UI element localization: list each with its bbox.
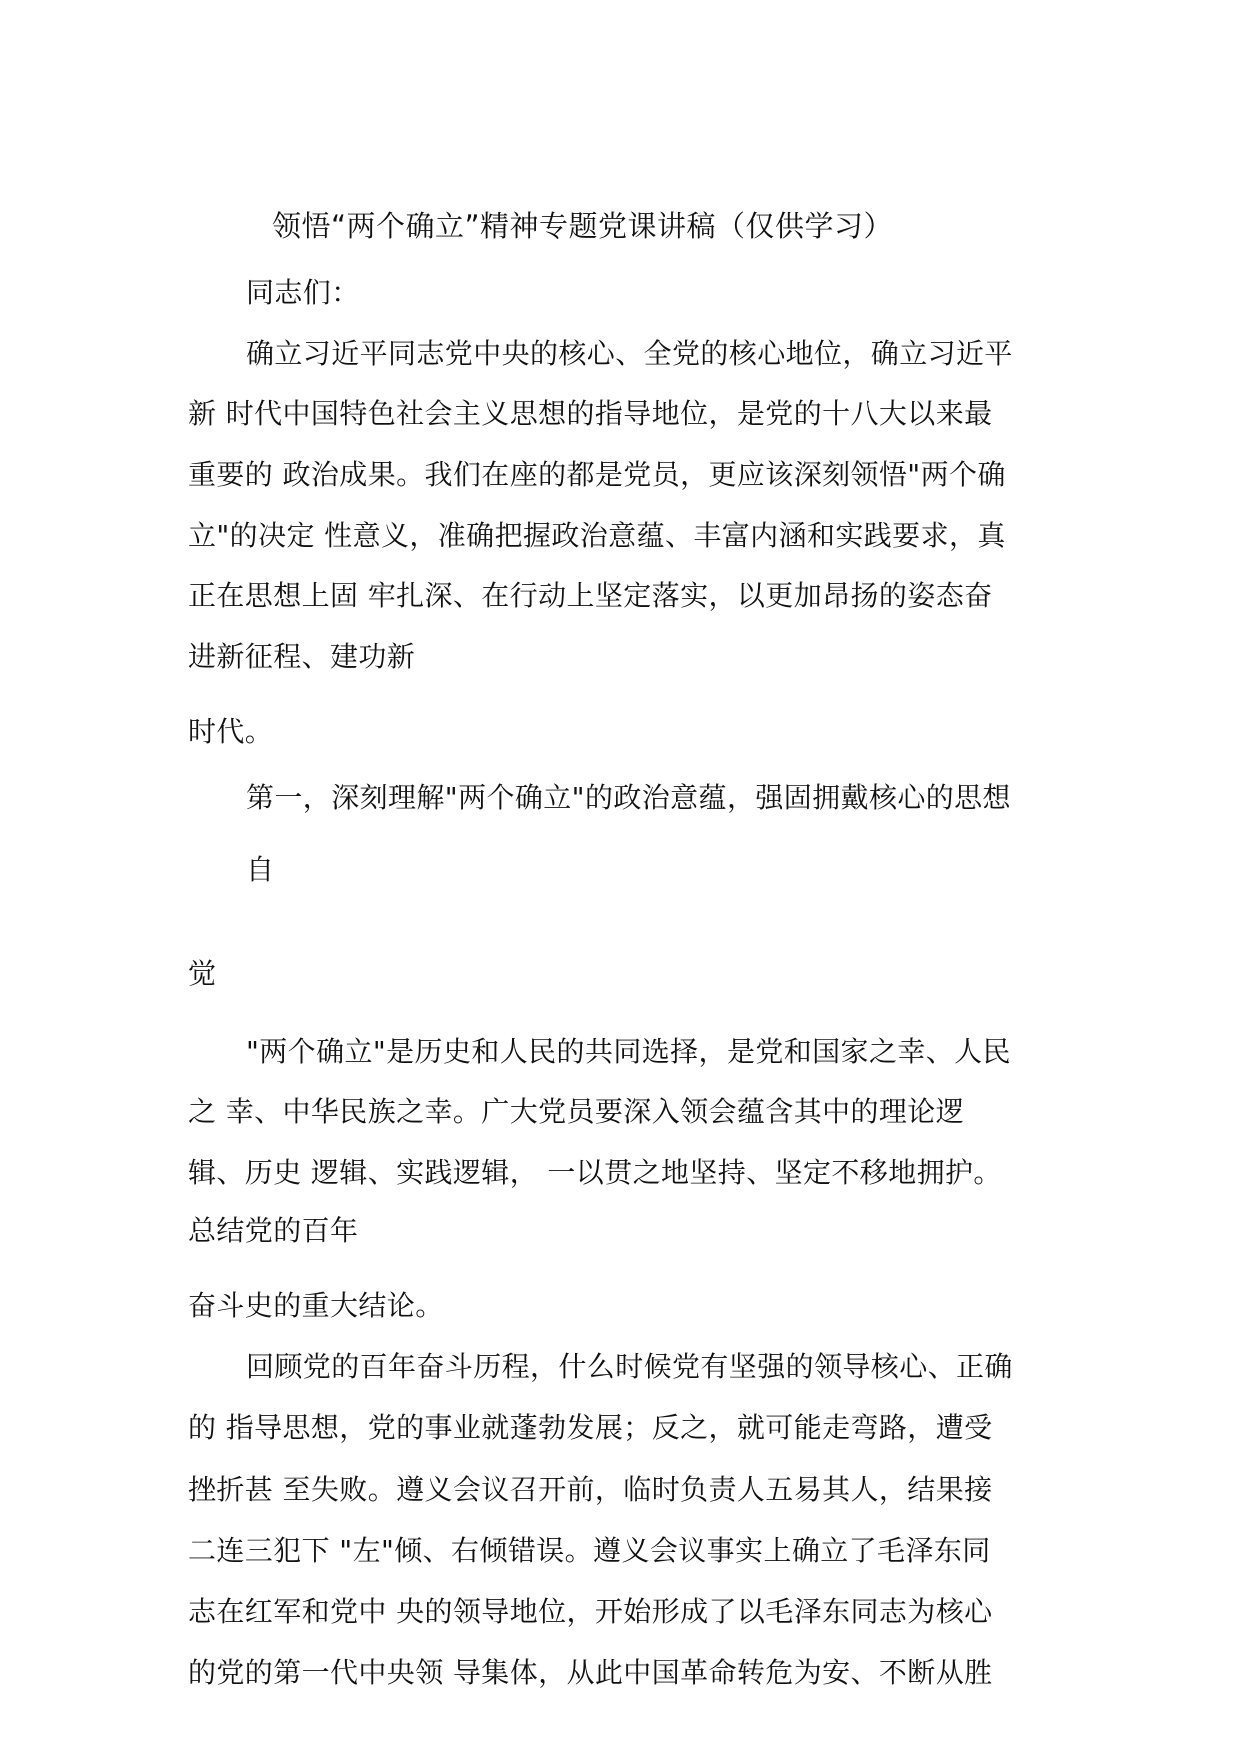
salutation: 同志们： bbox=[246, 276, 360, 309]
paragraph-line: 重要的 政治成果。我们在座的都是党员，更应该深刻领悟"两个确 bbox=[188, 458, 1006, 491]
paragraph-line: 二连三犯下 "左"倾、右倾错误。遵义会议事实上确立了毛泽东同 bbox=[188, 1534, 991, 1567]
paragraph-line: 回顾党的百年奋斗历程，什么时候党有坚强的领导核心、正确 bbox=[246, 1350, 1013, 1383]
paragraph-line: 之 幸、中华民族之幸。广大党员要深入领会蕴含其中的理论逻 bbox=[188, 1095, 965, 1128]
paragraph-line: 确立习近平同志党中央的核心、全党的核心地位，确立习近平 bbox=[246, 337, 1013, 370]
paragraph-line: 立"的决定 性意义，准确把握政治意蕴、丰富内涵和实践要求，真 bbox=[188, 519, 1006, 552]
paragraph-line: 的党的第一代中央领 导集体，从此中国革命转危为安、不断从胜 bbox=[188, 1656, 993, 1689]
document-title: 领悟“两个确立”精神专题党课讲稿（仅供学习） bbox=[272, 209, 894, 243]
paragraph-line: "两个确立"是历史和人民的共同选择，是党和国家之幸、人民 bbox=[246, 1035, 1011, 1068]
section-heading-line: 自 bbox=[246, 853, 275, 886]
paragraph-line: 辑、历史 逻辑、实践逻辑， 一以贯之地坚持、坚定不移地拥护。 bbox=[188, 1156, 1002, 1189]
paragraph-line: 正在思想上固 牢扎深、在行动上坚定落实，以更加昂扬的姿态奋 bbox=[188, 579, 993, 612]
paragraph-line: 奋斗史的重大结论。 bbox=[188, 1289, 444, 1322]
paragraph-line: 总结党的百年 bbox=[188, 1214, 359, 1247]
section-heading-line: 觉 bbox=[188, 957, 217, 990]
paragraph-line: 时代。 bbox=[188, 715, 274, 748]
paragraph-line: 的 指导思想，党的事业就蓬勃发展；反之，就可能走弯路，遭受 bbox=[188, 1411, 993, 1444]
paragraph-line: 新 时代中国特色社会主义思想的指导地位，是党的十八大以来最 bbox=[188, 397, 993, 430]
paragraph-line: 挫折甚 至失败。遵义会议召开前，临时负责人五易其人，结果接 bbox=[188, 1473, 993, 1506]
paragraph-line: 志在红军和党中 央的领导地位，开始形成了以毛泽东同志为核心 bbox=[188, 1595, 993, 1628]
section-heading-line: 第一，深刻理解"两个确立"的政治意蕴，强固拥戴核心的思想 bbox=[246, 781, 1011, 814]
paragraph-line: 进新征程、建功新 bbox=[188, 640, 416, 673]
